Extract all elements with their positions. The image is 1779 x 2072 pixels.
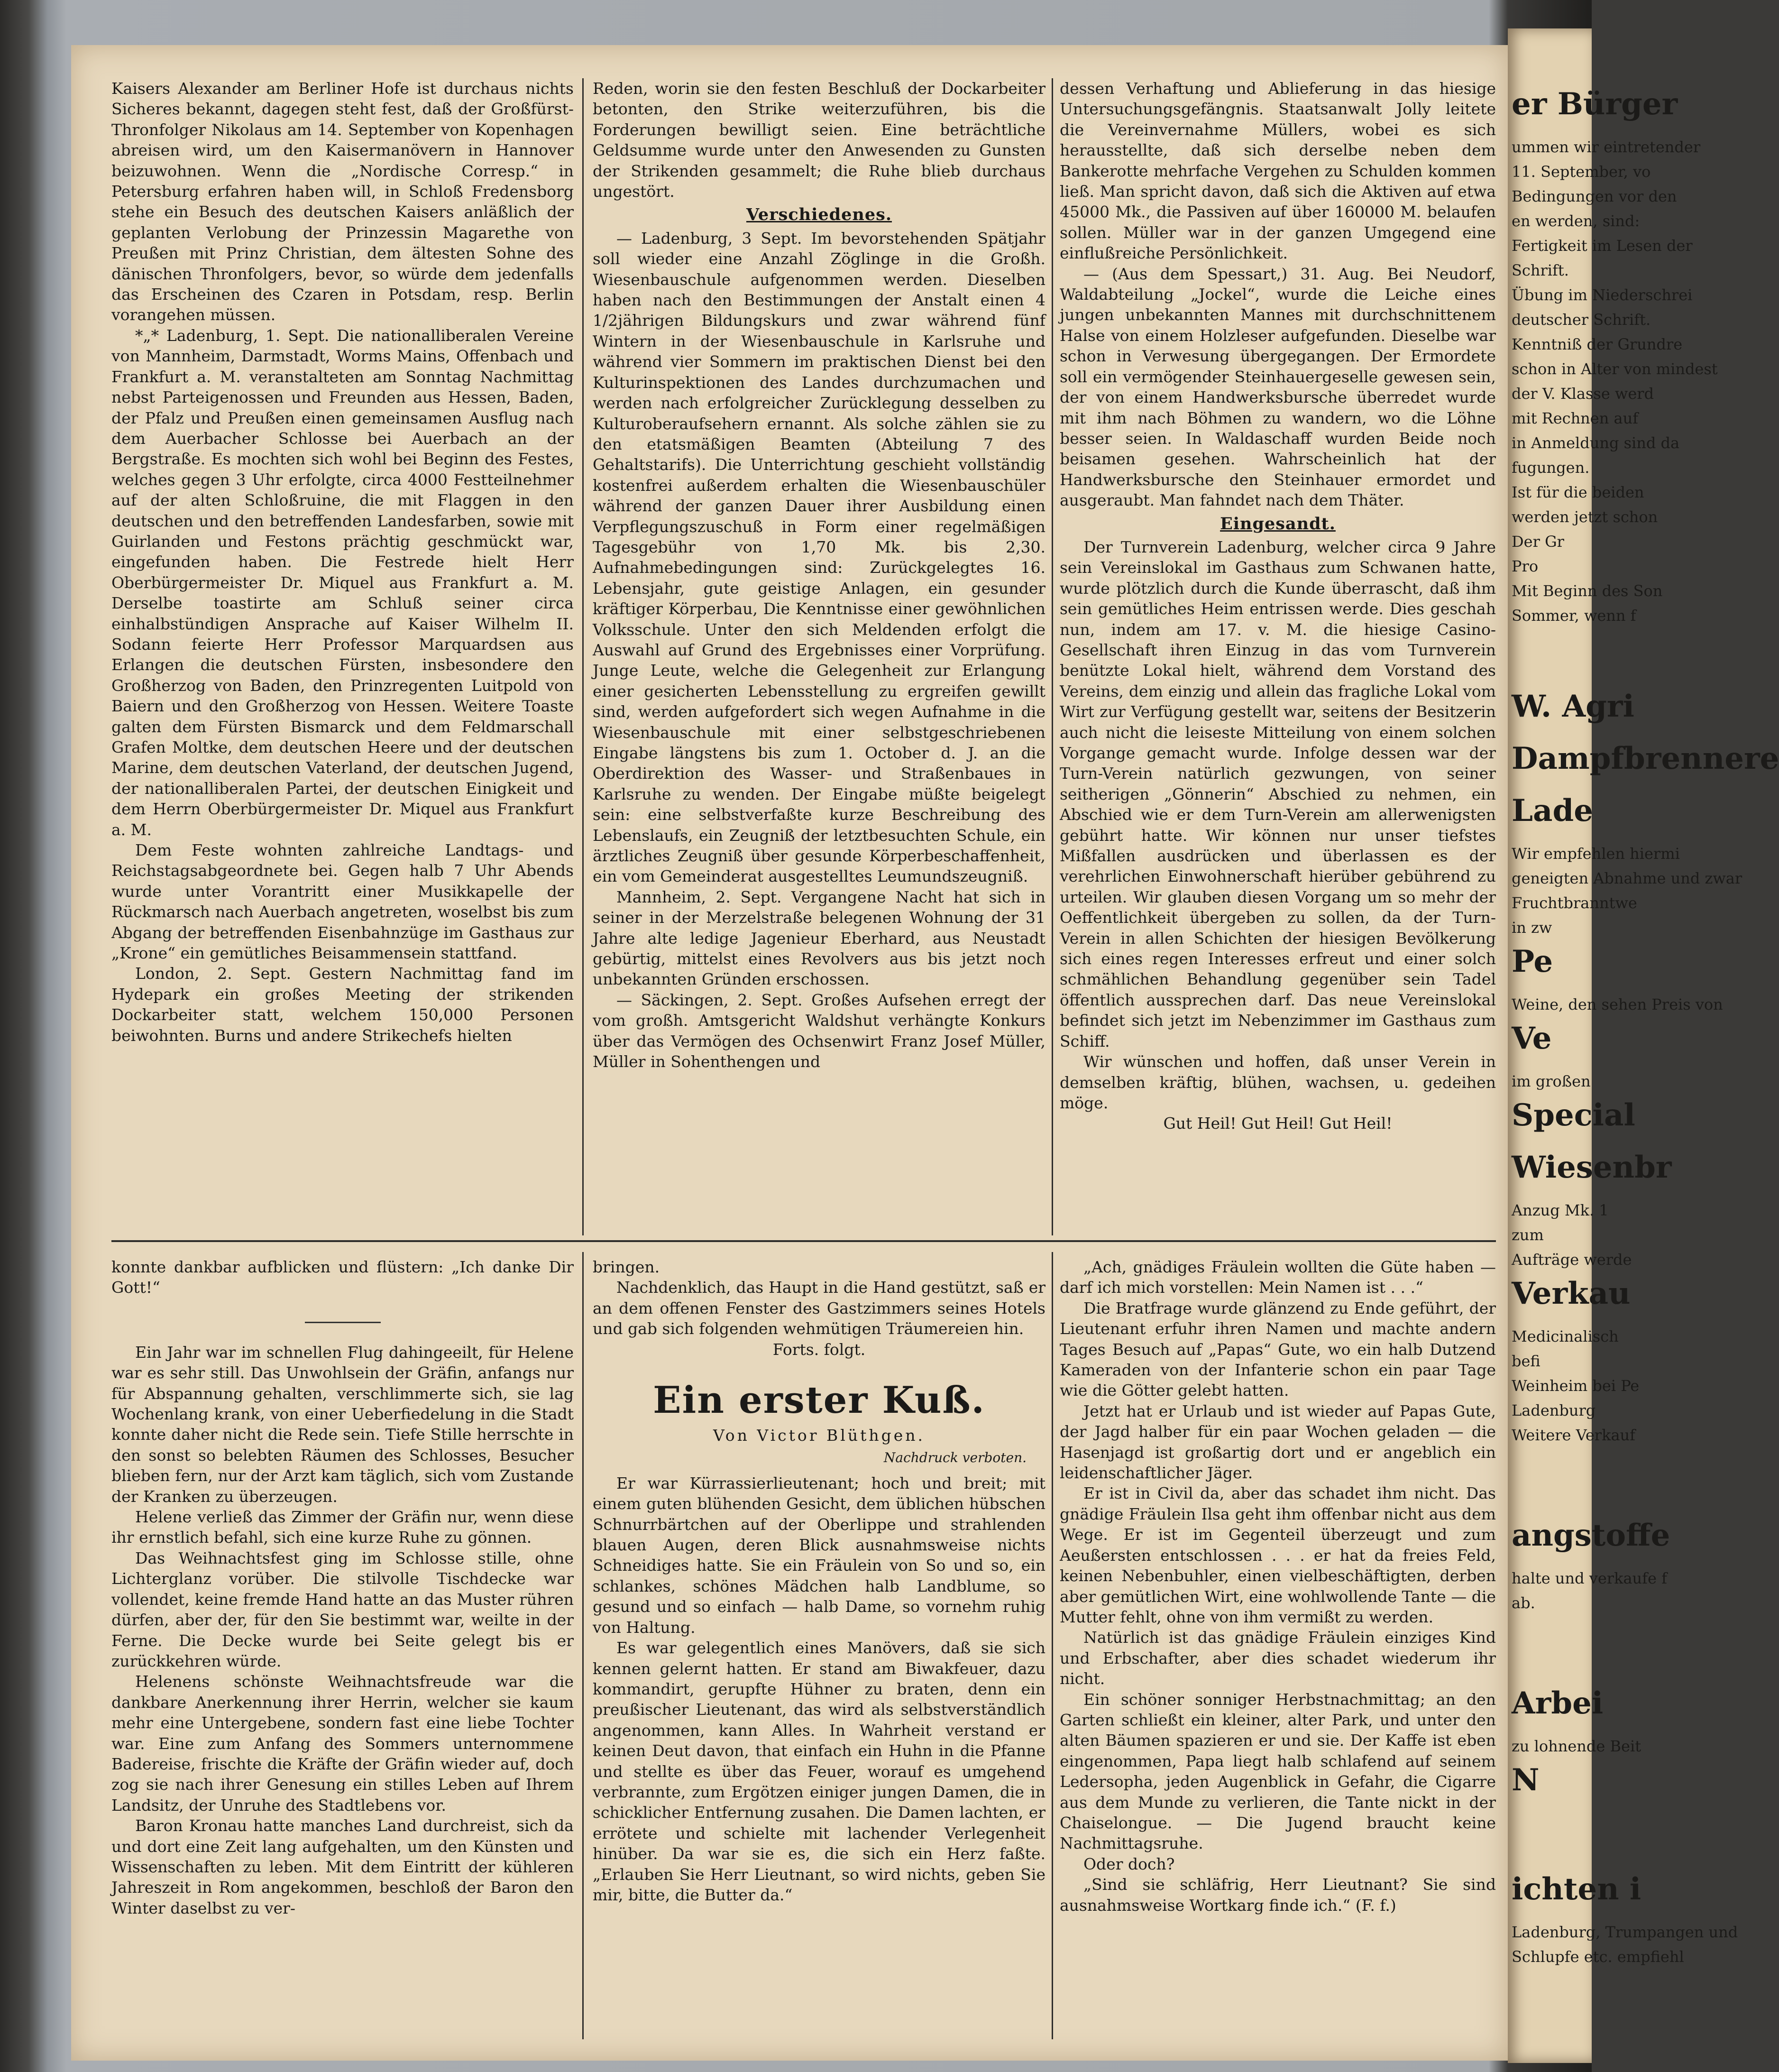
article-paragraph: Der Turnverein Ladenburg, welcher circa 9 Jahre sein Vereinslokal im Gasthaus zum Schwanen hatte, wurde plötzlich durch die Kunde überrascht, daß ihm sein gemütliches Heim entrissen werde. Dies geschah nun, indem am 17. v. M. die hiesige Casino-Gesellschaft ihren Einzug in das vom Turnverein benützte Lokal hielt, während dem Vorstand des Vereins, dem einzig und allein das fragliche Lokal vom Wirt zur Verfügung gestellt war, seitens der Besitzerin auch nicht die leiseste Mitteilung von einem solchen Vorgange gemacht wurde. Infolge dessen war der Turn-Verein natürlich gezwungen, von seiner seitherigen „Gönnerin“ Abschied zu nehmen, ein Abschied wie er dem Turn-Verein am allerwenigsten gebührt hatte. Wir können nur unser tiefstes Mißfallen ausdrücken und überlassen es der verehrlichen Einwohnerschaft hierüber gebührend zu urteilen. Wir glauben diesen Vorgang um so mehr der Oeffentlichkeit übergeben zu sollen, da der Turn-Verein in allen Schichten der hiesigen Bevölkerung sich eines regen Interesses erfreut und einer solch schmählichen Behandlung gegenüber sein Tadel öffentlich aussprechen darf. Das neue Vereinslokal befindet sich jetzt im Nebenzimmer im Gasthaus zum Schiff. [1060, 537, 1496, 1050]
adjacent-page-text: Fertigkeit im Lesen der [1512, 237, 1693, 255]
adjacent-page-text: Pro [1512, 557, 1539, 575]
adjacent-page-text: Special [1512, 1097, 1635, 1133]
article-paragraph: Wir wünschen und hoffen, daß unser Verein in demselben kräftig, blühen, wachsen, u. gedeihen möge. [1060, 1052, 1496, 1112]
adjacent-page-text: Übung im Niederschrei [1512, 286, 1693, 304]
article-paragraph: „Ach, gnädiges Fräulein wollten die Güte haben — darf ich mich vorstellen: Mein Namen ist . . .“ [1060, 1258, 1496, 1297]
lower-column-2 [593, 1257, 1045, 2039]
adjacent-page-text: Arbei [1512, 1685, 1604, 1721]
adjacent-page-text: Ladenburg [1512, 1401, 1596, 1419]
adjacent-page-text: Wir empfehlen hiermi [1512, 845, 1680, 863]
upper-column-2 [593, 78, 1045, 1235]
adjacent-page-text: Kenntniß der Grundre [1512, 335, 1683, 353]
adjacent-page-text: befi [1512, 1352, 1541, 1370]
article-paragraph: Er ist in Civil da, aber das schadet ihm nicht. Das gnädige Fräulein Ilsa geht ihm offenbar nicht aus dem Wege. Er ist im Gegenteil überzeugt und zum Aeußersten entschlossen . . . er hat da freies Feld, keinen Nebenbuhler, einen vielbeschäftigten, derben aber gemütlichen Wirt, eine wohlwollende Tante — die Mutter fehlt, ohne von ihm vermißt zu werden. [1060, 1484, 1496, 1626]
adjacent-page-text: Ist für die beiden [1512, 483, 1644, 501]
article-paragraph: konnte dankbar aufblicken und flüstern: „Ich danke Dir Gott!“ [111, 1258, 574, 1297]
column-rule-upper-2 [1052, 78, 1053, 1235]
adjacent-page-text: N [1512, 1762, 1540, 1798]
article-paragraph: „Sind sie schläfrig, Herr Lieutnant? Sie sind ausnahmsweise Wortkarg finde ich.“ (F. f.) [1060, 1875, 1496, 1915]
section-heading: Eingesandt. [1220, 514, 1336, 534]
reprint-note: Nachdruck verboten. [883, 1450, 1027, 1466]
article-paragraph: London, 2. Sept. Gestern Nachmittag fand im Hydepark ein großes Meeting der strikenden Dockarbeiter statt, welchem 150,000 Personen beiwohnten. Burns und andere Strikechefs hielten [111, 964, 574, 1045]
article-paragraph: Dem Feste wohnten zahlreiche Landtags- und Reichstagsabgeordnete bei. Gegen halb 7 Uhr Abends wurde unter Vorantritt einer Musikkapelle der Rückmarsch nach Auerbach angetreten, woselbst bis zum Abgang der betreffenden Eisenbahnzüge im Gasthaus zur „Krone“ ein gemütliches Beisammensein stattfand. [111, 841, 574, 963]
adjacent-page-text: Der Gr [1512, 533, 1564, 551]
article-paragraph: Ein Jahr war im schnellen Flug dahingeeilt, für Helene war es sehr still. Das Unwohlsein der Gräfin, anfangs nur für Abspannung gehalten, verschlimmerte sich, sie lag Wochenlang krank, von einer Ueberfiedelung in die Stadt konnte daher nicht die Rede sein. Tiefe Stille herrschte in den sonst so belebten Räumen des Schlosses, Besucher blieben fern, nur der Arzt kam täglich, sich vom Zustande der Kranken zu überzeugen. [111, 1343, 574, 1506]
adjacent-page-text: Fruchtbranntwe [1512, 894, 1637, 912]
adjacent-page-text: W. Agri [1512, 689, 1634, 724]
adjacent-page-text: geneigten Abnahme und zwar [1512, 869, 1742, 887]
article-paragraph: — (Aus dem Spessart,) 31. Aug. Bei Neudorf, Waldabteilung „Jockel“, wurde die Leiche eines jungen unbekannten Mannes mit durchschnittenem Halse von einem Holzleser aufgefunden. Dieselbe war schon in Verwesung übergegangen. Der Ermordete soll ein vermögender Steinhauergeselle gewesen sein, der von einem Handwerksbursche überredet wurde mit ihm nach Böhmen zu wandern, wo die Löhne besser seien. In Waldaschaff wurden Beide noch beisamen gesehen. Wahrscheinlich hat der Handwerksbursche den Steinhauer ermordet und ausgeraubt. Man fahndet nach dem Thäter. [1060, 264, 1496, 510]
separator-line [305, 1322, 381, 1323]
upper-column-3 [1060, 78, 1496, 1235]
adjacent-page-text: Lade [1512, 793, 1593, 829]
column-rule-upper-1 [582, 78, 584, 1235]
adjacent-page-text: 11. September, vo [1512, 163, 1651, 181]
centered-line: Forts. folgt. [772, 1340, 866, 1359]
adjacent-page-text: zu lohnende Beit [1512, 1737, 1641, 1755]
adjacent-page-text: en werden, sind: [1512, 212, 1640, 230]
adjacent-page-text: Pe [1512, 944, 1553, 979]
adjacent-page-text: Weinheim bei Pe [1512, 1377, 1640, 1395]
article-paragraph: Nachdenklich, das Haupt in die Hand gestützt, saß er an dem offenen Fenster des Gastzimmers seines Hotels und gab sich folgenden wehmütigen Träumereien hin. [593, 1278, 1045, 1338]
article-paragraph: — Ladenburg, 3 Sept. Im bevorstehenden Spätjahr soll wieder eine Anzahl Zöglinge in die Großh. Wiesenbauschule aufgenommen werden. Dieselben haben nach den Bestimmungen der Anstalt einen 4 1/2jährigen Bildungskurs und zwar während fünf Wintern in der Wiesenbauschule in Karlsruhe und während vier Sommern im praktischen Dienst bei den Kulturinspektionen des Landes durchzumachen und werden nach erfolgreicher Zurücklegung desselben zu Kulturoberaufsehern ernannt. Als solche zählen sie zu den etatsmäßigen Beamten (Abteilung 7 des Gehaltstarifs). Die Unterrichtung geschieht vollständig kostenfrei außerdem erhalten die Wiesenbauschüler während der ganzen Dauer ihrer Ausbildung einen Verpflegungszuschuß in Form einer regelmäßigen Tagesgebühr von 1,70 Mk. bis 2,30. Aufnahmebedingungen sind: Zurückgelegtes 16. Lebensjahr, gute geistige Anlagen, ein gesunder kräftiger Körperbau, Die Kenntnisse einer gewöhnlichen Volksschule. Unter den sich Meldenden erfolgt die Auswahl auf Grund des Ergebnisses einer Vorprüfung. Junge Leute, welche die Gelegenheit zur Erlangung einer gesicherten Lebensstellung zu ergreifen gewillt sind, werden aufgefordert sich wegen Aufnahme in die Wiesenbauschule mit einer selbstgeschriebenen Eingabe längstens bis zum 1. October d. J. an die Oberdirektion des Wasser- und Straßenbaues in Karlsruhe zu wenden. Der Eingabe müßte beigelegt sein: eine selbstverfaßte kurze Beschreibung des Lebenslaufs, ein Zeugniß der letztbesuchten Schule, ein ärztliches Zeugniß über gesunde Körperbeschaffenheit, ein vom Gemeinderat ausgestelltes Leumundszeugniß. [593, 229, 1045, 886]
adjacent-page-text: Anzug Mk. 1 [1512, 1201, 1609, 1219]
adjacent-page-text: in Anmeldung sind da [1512, 434, 1680, 452]
adjacent-page-text: im großen [1512, 1072, 1591, 1090]
article-paragraph: Ein schöner sonniger Herbstnachmittag; an den Garten schließt ein kleiner, alter Park, und unter den alten Bäumen spazieren er und sie. Der Kaffe ist eben eingenommen, Papa liegt halb schlafend auf seinem Ledersopha, jeden Augenblick in Gefahr, die Cigarre aus dem Munde zu verlieren, die Tante nickt in der Chaiselongue. — Die Jugend braucht keine Nachmittagsruhe. [1060, 1690, 1496, 1853]
article-paragraph: Mannheim, 2. Sept. Vergangene Nacht hat sich in seiner in der Merzelstraße belegenen Wohnung der 31 Jahre alte ledige Jagenieur Eberhard, aus Neustadt gebürtig, mittelst eines Revolvers aus bis jetzt noch unbekannten Gründen erschossen. [593, 887, 1045, 989]
article-paragraph: Oder doch? [1083, 1854, 1175, 1873]
adjacent-page-text: Verkau [1512, 1276, 1631, 1311]
adjacent-page-text: fugungen. [1512, 459, 1590, 477]
article-paragraph: bringen. [593, 1258, 660, 1276]
article-paragraph: Helene verließ das Zimmer der Gräfin nur, wenn diese ihr ernstlich befahl, sich eine kurze Ruhe zu gönnen. [111, 1508, 574, 1547]
adjacent-page-text: mit Rechnen auf [1512, 409, 1639, 427]
column-rule-lower-2 [1052, 1252, 1053, 2039]
adjacent-page-text: Schrift. [1512, 261, 1569, 279]
adjacent-page-text: in zw [1512, 919, 1552, 937]
adjacent-page-text: Schlupfe etc. empfiehl [1512, 1948, 1684, 1966]
upper-column-1 [111, 78, 574, 1235]
lower-column-1 [111, 1257, 574, 2039]
newspaper-page [71, 45, 1508, 2061]
adjacent-page-text: der V. Klasse werd [1512, 385, 1654, 403]
article-paragraph: Das Weihnachtsfest ging im Schlosse stille, ohne Lichterglanz vorüber. Die stilvolle Tischdecke war vollendet, keine fremde Hand hatte an das Muster rühren dürfen, aber der, für den Sie bestimmt war, weilte in der Ferne. Die Decke wurde bei Seite gelegt bis er zurückkehren würde. [111, 1548, 574, 1670]
article-paragraph: Kaisers Alexander am Berliner Hofe ist durchaus nichts Sicheres bekannt, dagegen steht fest, daß der Großfürst-Thronfolger Nikolaus am 14. September von Kopenhagen abreisen wird, um den Kaisermanövern in Hannover beizuwohnen. Wenn die „Nordische Corresp.“ in Petersburg erfahren haben will, in Schloß Fredensborg stehe ein Besuch des deutschen Kaisers anläßlich der geplanten Verlobung der Prinzessin Magarethe von Preußen mit Prinz Christian, dem ältesten Sohne des dänischen Thronfolgers, bevor, so würde dem jedenfalls das Erscheinen des Czaren in Potsdam, resp. Berlin vorangehen müssen. [111, 79, 574, 324]
adjacent-page-text: schon in Alter von mindest [1512, 360, 1718, 378]
adjacent-page-text: Ladenburg, Trumpangen und [1512, 1923, 1738, 1941]
article-paragraph: Helenens schönste Weihnachtsfreude war die dankbare Anerkennung ihrer Herrin, welcher sie kaum mehr eine Untergebene, sondern fast eine liebe Tochter war. Eine zum Anfang des Sommers unternommene Badereise, frischte die Kräfte der Gräfin wieder auf, doch zog sie nach ihrer Genesung ein stilles Leben auf Ihrem Landsitz, der Unruhe des Stadtlebens vor. [111, 1672, 574, 1814]
adjacent-page-text: zum [1512, 1226, 1544, 1244]
article-paragraph: dessen Verhaftung und Ablieferung in das hiesige Untersuchungsgefängnis. Staatsanwalt Jolly leitete die Vereinvernahme Müllers, wobei es sich herausstellte, daß sich derselbe neben dem Bankerotte mehrfache Vergehen zu Schulden kommen ließ. Man spricht davon, daß sich die Aktiven auf etwa 45000 Mk., die Passiven auf über 160000 M. belaufen sollen. Müller war in der ganzen Umgegend eine einflußreiche Persönlichkeit. [1060, 79, 1496, 263]
adjacent-page-text: Sommer, wenn f [1512, 607, 1636, 625]
adjacent-page-text: ab. [1512, 1594, 1535, 1612]
column-rule-lower-1 [582, 1252, 584, 2039]
centered-line: Gut Heil! Gut Heil! Gut Heil! [1163, 1114, 1393, 1133]
section-heading: Verschiedenes. [746, 205, 892, 225]
adjacent-page-text: ichten i [1512, 1871, 1641, 1907]
adjacent-page-text: Mit Beginn des Son [1512, 582, 1663, 600]
story-title: Ein erster Kuß. [653, 1379, 985, 1422]
adjacent-page-text: werden jetzt schon [1512, 508, 1658, 526]
adjacent-page-text: Bedingungen vor den [1512, 187, 1677, 205]
article-paragraph: Die Bratfrage wurde glänzend zu Ende geführt, der Lieutenant erfuhr ihren Namen und machte andern Tages Besuch auf „Papas“ Gute, wo ein halb Dutzend Kameraden von der Infanterie schon ein paar Tage wie die Götter gelebt hatten. [1060, 1298, 1496, 1400]
story-byline: Von Victor Blüthgen. [713, 1426, 926, 1445]
adjacent-page-text: Weitere Verkauf [1512, 1426, 1635, 1444]
article-paragraph: Natürlich ist das gnädige Fräulein einziges Kind und Erbschafter, aber dies schadet wiederum ihr nicht. [1060, 1628, 1496, 1688]
adjacent-page-text: Weine, den sehen Preis von [1512, 995, 1723, 1013]
lower-column-3 [1060, 1257, 1496, 2039]
adjacent-page-text: Ve [1512, 1021, 1552, 1056]
section-divider-rule [111, 1240, 1496, 1242]
adjacent-page-text: Aufträge werde [1512, 1251, 1632, 1269]
article-paragraph: Baron Kronau hatte manches Land durchreist, sich da und dort eine Zeit lang aufgehalten, um den Künsten und Wissenschaften zu leben. Mit dem Eintritt der kühleren Jahreszeit in Rom angekommen, beschloß der Baron den Winter daselbst zu ver- [111, 1816, 574, 1917]
adjacent-page-text: ummen wir eintretender [1512, 138, 1701, 156]
adjacent-page-text: deutscher Schrift. [1512, 311, 1651, 329]
adjacent-page-text: Medicinalisch [1512, 1327, 1619, 1345]
adjacent-page-text: halte und verkaufe f [1512, 1569, 1667, 1587]
article-paragraph: Reden, worin sie den festen Beschluß der Dockarbeiter betonten, den Strike weiterzuführen, bis die Forderungen bewilligt seien. Eine beträchtliche Geldsumme wurde unter den Anwesenden zu Gunsten der Strikenden gesammelt; die Ruhe blieb durchaus ungestört. [593, 79, 1045, 201]
article-paragraph: Es war gelegentlich eines Manövers, daß sie sich kennen gelernt hatten. Er stand am Biwakfeuer, dazu kommandirt, gerupfte Hühner zu braten, denn ein preußischer Lieutenant, das wird als selbstverständlich angenommen, kann Alles. In Wahrheit verstand er keinen Deut davon, that einfach ein Huhn in die Pfanne und stellte es über das Feuer, worauf es umgehend verbrannte, zum Ergötzen einiger jungen Damen, die in schicklicher Entfernung zusahen. Die Damen lachten, er errötete und schielte mit lachender Verlegenheit hinüber. Da war sie es, die sich ein Herz faßte. „Erlauben Sie Herr Lieutnant, so wird nichts, geben Sie mir, bitte, die Butter da.“ [593, 1639, 1045, 1904]
article-paragraph: Er war Kürrassierlieutenant; hoch und breit; mit einem guten blühenden Gesicht, dem üblichen hübschen Schnurrbärtchen auf der Oberlippe und strahlenden blauen Augen, deren Blick ausnahmsweise nichts Schneidiges hatte. Sie ein Fräulein von So und so, ein schlankes, schönes Mädchen halb Landblume, so gesund und so einfach — halb Dame, so vornehm ruhig von Haltung. [593, 1473, 1045, 1637]
article-paragraph: — Säckingen, 2. Sept. Großes Aufsehen erregt der vom großh. Amtsgericht Waldshut verhängte Konkurs über das Vermögen des Ochsenwirt Franz Josef Müller, Müller in Sohenthengen und [593, 990, 1045, 1071]
adjacent-page-text: Wiesenbr [1512, 1150, 1672, 1185]
adjacent-page-text: er Bürger [1512, 86, 1678, 122]
article-paragraph: Jetzt hat er Urlaub und ist wieder auf Papas Gute, der Jagd halber für ein paar Wochen geladen — die Hasenjagd ist großartig dort und er angeblich ein leidenschaftlicher Jäger. [1060, 1401, 1496, 1483]
adjacent-page-text: Dampfbrennere [1512, 741, 1779, 776]
article-paragraph: *„* Ladenburg, 1. Sept. Die nationalliberalen Vereine von Mannheim, Darmstadt, Worms Mains, Offenbach und Frankfurt a. M. veranstalteten am Sonntag Nachmittag nebst Parteigenossen und Freunden aus Hessen, Baden, der Pfalz und Preußen einen gemeinsamen Ausflug nach dem Auerbacher Schlosse bei Auerbach an der Bergstraße. Es mochten sich wohl bei Beginn des Festes, welches gegen 3 Uhr erfolgte, circa 4000 Festteilnehmer auf der alten Schloßruine, die mit Flaggen in den deutschen und den betreffenden Landesfarben, sowie mit Guirlanden und Festons prächtig geschmückt war, eingefunden haben. Die Festrede hielt Herr Oberbürgermeister Dr. Miquel aus Frankfurt a. M. Derselbe toastirte am Schluß seiner circa einhalbstündigen Ansprache auf Kaiser Wilhelm II. Sodann feierte Herr Professor Marquardsen aus Erlangen die deutschen Fürsten, insbesondere den Großherzog von Baden, den Prinzregenten Luitpold von Baiern und den Großherzog von Hessen. Weitere Toaste galten dem Fürsten Bismarck und dem Feldmarschall Grafen Moltke, dem deutschen Heere und der deutschen Marine, dem deutschen Vaterland, der deutschen Jugend, der nationalliberalen Partei, der deutschen Einigkeit und dem Herrn Oberbürgermeister Dr. Miquel aus Frankfurt a. M. [111, 326, 574, 839]
adjacent-page-strip [1508, 28, 1779, 2063]
adjacent-page-text: angstoffe [1512, 1518, 1670, 1553]
